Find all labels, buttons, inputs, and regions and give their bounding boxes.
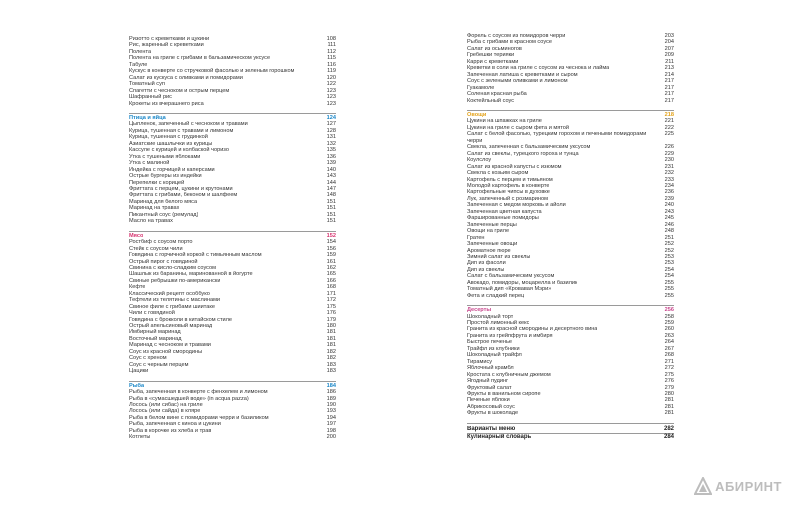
entry-title: Классический рецепт особбуко (129, 290, 210, 297)
entry-title: Ризотто с креветками и цукини (129, 36, 210, 42)
page-number: 275 (664, 371, 674, 378)
toc-appendix-entry (467, 433, 674, 441)
entry-title: Запеченная с медом морковь и айоли (467, 202, 566, 209)
entry-title: Салат с бальзамическим уксусом (467, 273, 555, 280)
toc-section (467, 33, 674, 104)
entry-title: Острый апельсиновый маринад (129, 323, 213, 330)
page-number: 131 (326, 134, 336, 141)
entry-title: Индейка с горчицей и каперсами (129, 166, 215, 173)
page-number: 159 (326, 252, 336, 259)
page-number: 230 (664, 157, 674, 164)
entry-title: Пикантный соус (ремулад) (129, 211, 199, 218)
page-number: 222 (664, 124, 674, 131)
page-number: 217 (664, 97, 674, 104)
entry-title: Утка с малиной (129, 160, 170, 167)
entry-title: Трайфл из клубники (467, 345, 520, 352)
entry-title: Салат из осьминогов (467, 45, 522, 52)
page-number: 182 (326, 348, 336, 355)
entry-title: Гуакамоле (467, 84, 495, 91)
entry-title: Томатный дип «Кровавая Мэри» (467, 286, 552, 293)
page-number: 181 (326, 335, 336, 342)
entry-title: Быстрое печенье (467, 339, 513, 346)
page-number: 156 (326, 245, 336, 252)
entry-title: Курица, тушенная с грудинкой (129, 134, 208, 141)
entry-title: Картофель с перцем и тимьяном (467, 176, 553, 183)
page-number: 128 (326, 127, 336, 134)
entry-title: Кассуле с курицей и колбаской чоризо (129, 147, 229, 154)
entry-title: Свекла с козьим сыром (467, 170, 529, 177)
page-number: 166 (326, 277, 336, 284)
page-number: 229 (664, 150, 674, 157)
entry-title: Соус с зелеными оливками и лимоном (467, 78, 568, 85)
entry-title: Перепелки с корицей (129, 179, 185, 186)
page-number: 186 (326, 389, 336, 396)
toc-entry (129, 434, 336, 440)
entry-title: Гранита из красной смородины и десертного вина (467, 326, 598, 333)
page-number: 248 (664, 228, 674, 235)
page-number: 256 (664, 307, 674, 314)
entry-title: Соус из красной смородины (129, 348, 203, 355)
page-number: 246 (664, 221, 674, 228)
entry-title: Восточный маринад (129, 335, 182, 342)
toc-entry (467, 293, 674, 299)
page-number: 182 (326, 355, 336, 362)
entry-title: Соус с хреном (129, 355, 167, 362)
page-number: 147 (326, 185, 336, 192)
entry-title: Котлеты (129, 434, 151, 441)
page-number: 233 (664, 176, 674, 183)
entry-title: Фриттата с грибами, беконом и шалфеем (129, 192, 238, 199)
page-number: 245 (664, 215, 674, 222)
page-number: 217 (664, 84, 674, 91)
page-number: 190 (326, 402, 336, 409)
entry-title: Чили с говядиной (129, 310, 175, 317)
entry-title: Шашлык из баранины, маринованной в йогурте (129, 271, 253, 278)
page-number: 111 (327, 42, 336, 49)
entry-title: Говядина с горчичной коркой с тимьянным маслом (129, 252, 262, 259)
entry-title: Ароматное пюре (467, 247, 511, 254)
page-number: 255 (664, 286, 674, 293)
page-number: 144 (326, 179, 336, 186)
entry-title: Свиное филе с грибами шиитаке (129, 303, 215, 310)
page-number: 193 (326, 408, 336, 415)
entry-title: Цукини на шпажках на гриле (467, 118, 542, 125)
entry-title: Простой лимонный кекс (467, 320, 530, 327)
entry-title: Авокадо, помидоры, моцарелла и базилик (467, 279, 578, 286)
page-number: 194 (326, 414, 336, 421)
page-number: 253 (664, 260, 674, 267)
page-number: 263 (664, 332, 674, 339)
entry-title: Лосось (или сайда) в кляре (129, 408, 201, 415)
entry-title: Тефтели из телятины с маслинами (129, 297, 221, 304)
page-number: 136 (326, 153, 336, 160)
section-title: Птица и яйца (129, 114, 166, 121)
page-number: 243 (664, 208, 674, 215)
page-number: 258 (664, 313, 674, 320)
page-number: 175 (326, 303, 336, 310)
page-number: 259 (664, 320, 674, 327)
entry-title: Креветки в соли на гриле с соусом из чеснока и лайма (467, 65, 610, 72)
page-number: 276 (664, 378, 674, 385)
entry-title: Запеченная цветная капуста (467, 208, 542, 215)
entry-title: Цукини на гриле с сыром фета и мятой (467, 124, 570, 131)
entry-title: Свиные ребрышки по-американски (129, 277, 221, 284)
page-number: 234 (664, 182, 674, 189)
page-number: 254 (664, 266, 674, 273)
toc-section (129, 36, 336, 107)
entry-title: Табуле (129, 61, 148, 68)
entry-title: Курица, тушенная с травами и лимоном (129, 127, 234, 134)
entry-title: Фрукты в ванильном сиропе (467, 391, 541, 398)
entry-title: Стейк с соусом чили (129, 245, 183, 252)
entry-title: Полента (129, 48, 152, 55)
page-number: 124 (326, 114, 336, 121)
entry-title: Дип из фасоли (467, 260, 506, 267)
page-number: 108 (326, 36, 336, 42)
page-number: 161 (326, 258, 336, 265)
page-number: 251 (664, 234, 674, 241)
page-number: 255 (664, 279, 674, 286)
page-number: 231 (664, 163, 674, 170)
entry-title: Кускус в конверте со стручковой фасолью и зеленым горошком (129, 68, 295, 75)
page-number: 209 (664, 52, 674, 59)
watermark (694, 477, 782, 495)
entry-title: Масло на травах (129, 218, 173, 225)
entry-title: Салат из свеклы, турецкого гороха и тунца (467, 150, 579, 157)
page-number: 284 (663, 433, 674, 440)
page-number: 203 (664, 33, 674, 39)
page-number: 135 (326, 147, 336, 154)
page-number: 200 (326, 434, 336, 441)
page-number: 140 (326, 166, 336, 173)
entry-title: Запеченные овощи (467, 241, 518, 248)
entry-title: Карри с креветками (467, 58, 519, 65)
page-number: 197 (326, 421, 336, 428)
entry-title: Острые бургеры из индейки (129, 173, 202, 180)
entry-title: Зимний салат из свеклы (467, 253, 531, 260)
page-number: 151 (326, 198, 336, 205)
entry-title: Азиатские шашлычки из курицы (129, 140, 213, 147)
toc-left-column (129, 36, 336, 441)
toc-appendix-entry (467, 426, 674, 433)
entry-title: Острый пирог с говядиной (129, 258, 198, 265)
entry-title: Шафранный рис (129, 94, 172, 101)
page-number: 232 (664, 170, 674, 177)
page-number: 122 (326, 81, 336, 88)
entry-title: Шоколадный трайфл (467, 352, 522, 359)
entry-title: Утка с тушеными яблоками (129, 153, 201, 160)
page-number: 139 (326, 160, 336, 167)
entry-title: Фета и сладкий перец (467, 292, 525, 299)
labyrinth-logo-icon (694, 477, 712, 495)
entry-title: Кефте (129, 284, 146, 291)
entry-title: Абрикосовый соус (467, 403, 515, 410)
entry-title: Фаршированные помидоры (467, 215, 539, 222)
page-number: 267 (664, 345, 674, 352)
page-number: 189 (326, 395, 336, 402)
entry-title: Крокеты из вчерашнего риса (129, 100, 204, 107)
entry-title: Лосось (или сибас) на гриле (129, 402, 203, 409)
entry-title: Говядина с брокколи в китайском стиле (129, 316, 233, 323)
page-number: 282 (663, 425, 674, 432)
page-number: 213 (664, 65, 674, 72)
page-number: 183 (326, 361, 336, 368)
entry-title: Спагетти с чесноком и острым перцем (129, 87, 230, 94)
page-number: 254 (664, 273, 674, 280)
page-number: 281 (664, 403, 674, 410)
page-number: 279 (664, 384, 674, 391)
page-number: 252 (664, 247, 674, 254)
entry-title: Маринад с чесноком и травами (129, 342, 211, 349)
toc-section (129, 231, 336, 375)
page-number: 123 (326, 87, 336, 94)
page-number: 162 (326, 264, 336, 271)
page-number: 123 (326, 100, 336, 107)
watermark-text: АБИРИНТ (715, 478, 782, 494)
entry-title: Коулслоу (467, 157, 492, 164)
page-number: 184 (326, 382, 336, 389)
page-number: 123 (326, 94, 336, 101)
page-number: 152 (326, 232, 336, 239)
page-number: 119 (327, 68, 336, 75)
entry-title: Картофельные чипсы в духовке (467, 189, 550, 196)
page-number: 217 (664, 78, 674, 85)
toc-section (129, 381, 336, 441)
entry-title: Лук, запеченный с розмарином (467, 195, 548, 202)
page-number: 183 (326, 368, 336, 375)
entry-title: Фруктовый салат (467, 384, 512, 391)
entry-title: Фриттата с перцем, цукини и крутонами (129, 185, 233, 192)
page-number: 207 (664, 45, 674, 52)
entry-title: Дип из свеклы (467, 266, 505, 273)
entry-title: Кростата с клубничным джемом (467, 371, 551, 378)
page-number: 272 (664, 365, 674, 372)
toc-entry (467, 131, 674, 144)
entry-title: Запеченные перцы (467, 221, 517, 228)
page-number: 214 (664, 71, 674, 78)
page-number: 171 (326, 290, 336, 297)
entry-title: Форель с соусом из помидоров черри (467, 33, 566, 39)
page-number: 252 (664, 241, 674, 248)
entry-title: Салат из кускуса с оливками и помидорами (129, 74, 243, 81)
entry-title: Ростбиф с соусом порто (129, 239, 193, 246)
page-number: 240 (664, 202, 674, 209)
entry-title: Фрукты в шоколаде (467, 410, 519, 417)
page-number: 172 (326, 297, 336, 304)
entry-title: Имбирный маринад (129, 329, 181, 336)
entry-title: Салат с белой фасолью, турецким горохом и печеными помидорами черри (467, 131, 647, 144)
page-number: 143 (326, 173, 336, 180)
page-number: 218 (664, 111, 674, 118)
page-number: 255 (664, 292, 674, 299)
toc-appendix (467, 423, 674, 441)
entry-title: Гребешки терияки (467, 52, 515, 59)
page-number: 112 (327, 48, 336, 55)
section-title: Рыба (129, 382, 145, 389)
toc-right-column (467, 33, 674, 441)
entry-title: Рыба, запеченная в конверте с фенхелем и лимоном (129, 389, 268, 396)
entry-title: Молодой картофель в конверте (467, 182, 550, 189)
toc-entry (467, 410, 674, 416)
entry-title: Овощи на гриле (467, 228, 510, 235)
page-number: 120 (326, 74, 336, 81)
page-number: 168 (326, 284, 336, 291)
entry-title: Цыпленок, запеченный с чесноком и травами (129, 121, 248, 128)
page-number: 151 (326, 218, 336, 225)
entry-title: Кулинарный словарь (467, 433, 532, 440)
page-number: 253 (664, 253, 674, 260)
entry-title: Соус с черным перцем (129, 361, 189, 368)
page-number: 268 (664, 352, 674, 359)
page-number: 280 (664, 391, 674, 398)
section-title: Овощи (467, 111, 487, 118)
page-number: 116 (327, 61, 336, 68)
entry-title: Рыба в корочке из хлеба и трав (129, 427, 212, 434)
entry-title: Томатный суп (129, 81, 165, 88)
entry-title: Рыба, запеченная с киноа и цукини (129, 421, 221, 428)
page-number: 281 (664, 410, 674, 417)
entry-title: Салат из красной капусты с изюмом (467, 163, 562, 170)
page-number: 154 (326, 239, 336, 246)
page-number: 127 (326, 121, 336, 128)
page-number: 181 (326, 342, 336, 349)
toc-entry (467, 98, 674, 104)
page-number: 180 (326, 323, 336, 330)
entry-title: Коктейльный соус (467, 97, 515, 104)
toc-entry (129, 218, 336, 224)
page-number: 271 (664, 358, 674, 365)
entry-title: Яблочный крамбл (467, 365, 514, 372)
entry-title: Маринад для белого мяса (129, 198, 198, 205)
page-number: 176 (326, 310, 336, 317)
page-number: 165 (326, 271, 336, 278)
entry-title: Рыба в белом вине с помидорами черри и базиликом (129, 414, 269, 421)
page-number: 260 (664, 326, 674, 333)
toc-section (467, 110, 674, 299)
entry-title: Цацики (129, 368, 149, 375)
entry-title: Соленая красная рыба (467, 91, 527, 98)
page-number: 151 (326, 211, 336, 218)
page-number: 264 (664, 339, 674, 346)
page-number: 225 (664, 131, 674, 138)
entry-title: Тирамису (467, 358, 493, 365)
page-number: 148 (326, 192, 336, 199)
entry-title: Печеные яблоки (467, 397, 510, 404)
entry-title: Шоколадный торт (467, 313, 514, 320)
page-number: 236 (664, 189, 674, 196)
entry-title: Свинина с кисло-сладким соусом (129, 264, 216, 271)
entry-title: Свекла, запеченная с бальзамическим уксусом (467, 144, 591, 151)
entry-title: Маринад на травах (129, 205, 180, 212)
page-number: 181 (326, 329, 336, 336)
toc-section (467, 305, 674, 417)
page-number: 198 (326, 427, 336, 434)
entry-title: Рыба в «сумасшедшей воде» (in acqua pazza) (129, 395, 249, 402)
page-number: 217 (664, 91, 674, 98)
page-number: 132 (326, 140, 336, 147)
page-number: 204 (664, 39, 674, 46)
page-number: 151 (326, 205, 336, 212)
entry-title: Гранита из грейпфрута и имбиря (467, 332, 553, 339)
page-number: 226 (664, 144, 674, 151)
entry-title: Гратен (467, 234, 485, 241)
entry-title: Полента на гриле с грибами в бальзамическом уксусе (129, 55, 271, 62)
page-number: 211 (665, 58, 674, 65)
page-number: 281 (664, 397, 674, 404)
page-number: 115 (327, 55, 336, 62)
entry-title: Ягодный пудинг (467, 378, 509, 385)
entry-title: Запеченная латиша с креветками и сыром (467, 71, 578, 78)
page-number: 221 (664, 118, 674, 125)
toc-section (129, 113, 336, 225)
page-number: 179 (326, 316, 336, 323)
toc-entry (129, 101, 336, 107)
page-number: 239 (664, 195, 674, 202)
entry-title: Рыба с грибами в красном соусе (467, 39, 552, 46)
section-title: Мясо (129, 232, 144, 239)
section-title: Десерты (467, 307, 492, 314)
entry-title: Рис, жаренный с креветками (129, 42, 204, 49)
toc-entry (129, 368, 336, 374)
entry-title: Варианты меню (467, 425, 516, 432)
